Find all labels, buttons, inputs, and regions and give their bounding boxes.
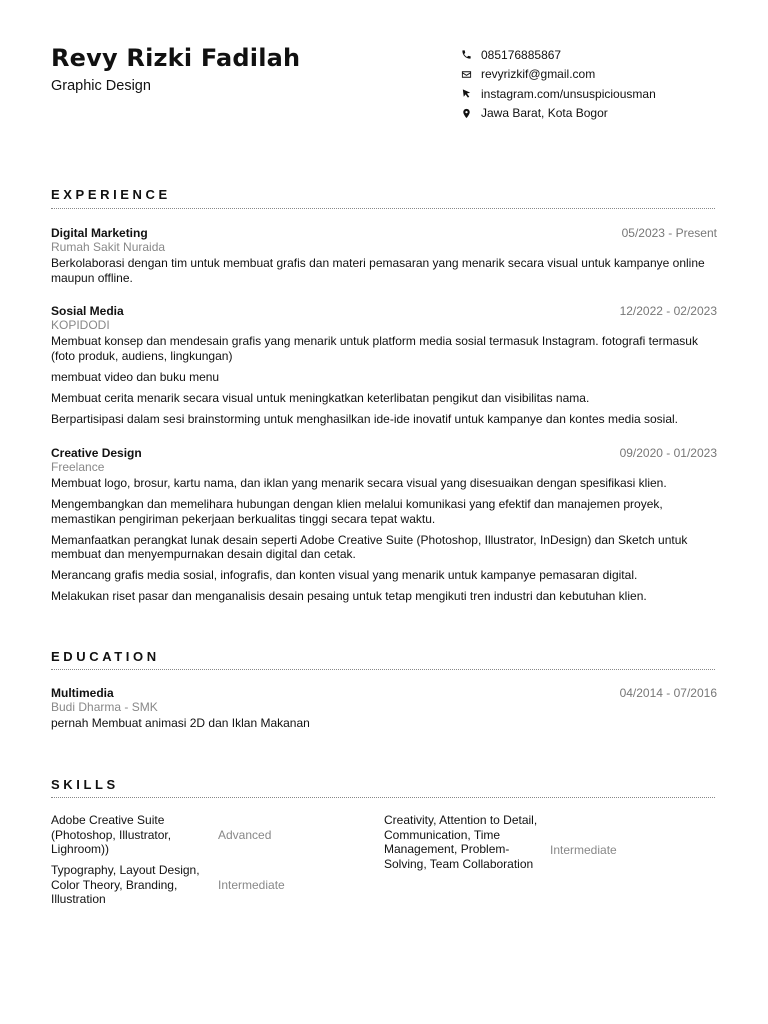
job-bullet: Membuat konsep dan mendesain grafis yang menarik untuk platform media sosial termasuk Instagram. fotografi termasuk (foto produk, audiens, lingkungan) [51, 334, 698, 363]
contact-location [460, 104, 656, 124]
job-bullet: membuat video dan buku menu [51, 369, 220, 384]
job-bullet: Membuat cerita menarik secara visual untuk meningkatkan keterlibatan pengikut dan visibilitas nama. [51, 390, 590, 405]
job-org: Rumah Sakit Nuraida [51, 240, 166, 254]
experience-divider [51, 208, 715, 209]
job-bullet: Berpartisipasi dalam sesi brainstorming untuk menghasilkan ide-ide inovatif untuk kampanye dan kontes media sosial. [51, 411, 678, 426]
experience-entry [51, 304, 717, 433]
education-bullet: pernah Membuat animasi 2D dan Iklan Makanan [51, 716, 310, 730]
education-entry [51, 686, 717, 737]
skill-name: Creativity, Attention to Detail, Communication, Time Management, Problem-Solving, Team Collaboration [384, 813, 538, 871]
job-title: Creative Design [51, 446, 142, 460]
job-title: Sosial Media [51, 304, 124, 318]
school-name: Budi Dharma - SMK [51, 700, 158, 714]
mail-icon [460, 68, 472, 80]
skills-divider [51, 797, 715, 798]
contact-location-text: Jawa Barat, Kota Bogor [481, 106, 608, 121]
job-org: Freelance [51, 460, 105, 474]
job-date: 12/2022 - 02/2023 [619, 304, 717, 318]
job-bullet: Membuat logo, brosur, kartu nama, dan iklan yang menarik secara visual yang disesuaikan dengan spesifikasi klien. [51, 476, 667, 490]
contact-phone[interactable] [460, 45, 656, 65]
job-bullet: Berkolaborasi dengan tim untuk membuat grafis dan materi pemasaran yang menarik secara visual untuk kampanye online maupun offline. [51, 256, 705, 285]
job-bullet: Mengembangkan dan memelihara hubungan dengan klien melalui komunikasi yang efektif dan manajemen proyek, memastikan pengiriman pekerjaan berkualitas tinggi secara tepat waktu. [51, 497, 663, 526]
skills-heading: SKILLS [51, 777, 119, 792]
degree-title: Multimedia [51, 686, 114, 700]
experience-entry [51, 446, 717, 610]
contact-phone-text: 085176885867 [481, 47, 562, 62]
contact-email[interactable] [460, 65, 656, 85]
job-org: KOPIDODI [51, 318, 110, 332]
skill-name: Typography, Layout Design, Color Theory, Branding, Illustration [51, 863, 200, 907]
contact-website[interactable] [460, 84, 656, 104]
contact-website-text: instagram.com/unsuspiciousman [481, 86, 656, 101]
experience-heading: EXPERIENCE [51, 187, 171, 202]
job-bullet: Melakukan riset pasar dan menganalisis desain pesaing untuk tetap mengikuti tren industri dan kebutuhan klien. [51, 589, 647, 603]
skill-level: Advanced [218, 828, 272, 842]
education-divider [51, 669, 715, 670]
job-title: Digital Marketing [51, 226, 148, 240]
person-role: Graphic Design [51, 78, 151, 94]
contact-list [460, 45, 656, 123]
education-heading: EDUCATION [51, 649, 160, 664]
job-date: 09/2020 - 01/2023 [619, 446, 717, 460]
experience-entry [51, 226, 717, 292]
education-date: 04/2014 - 07/2016 [619, 686, 717, 700]
job-bullet: Merancang grafis media sosial, infografis, dan konten visual yang menarik untuk kampanye pemasaran digital. [51, 568, 638, 582]
person-name: Revy Rizki Fadilah [51, 44, 301, 72]
skill-name: Adobe Creative Suite (Photoshop, Illustrator, Lighroom)) [51, 813, 172, 857]
skill-level: Intermediate [218, 878, 285, 892]
cursor-icon [460, 88, 472, 100]
phone-icon [460, 49, 472, 61]
job-bullet: Memanfaatkan perangkat lunak desain seperti Adobe Creative Suite (Photoshop, Illustrator, InDesign) dan Sketch untuk membuat dan menyempurnakan desain digital dan cetak. [51, 532, 688, 561]
location-icon [460, 107, 472, 119]
contact-email-text: revyrizkif@gmail.com [481, 67, 596, 82]
job-date: 05/2023 - Present [621, 226, 717, 240]
skill-level: Intermediate [550, 843, 617, 857]
